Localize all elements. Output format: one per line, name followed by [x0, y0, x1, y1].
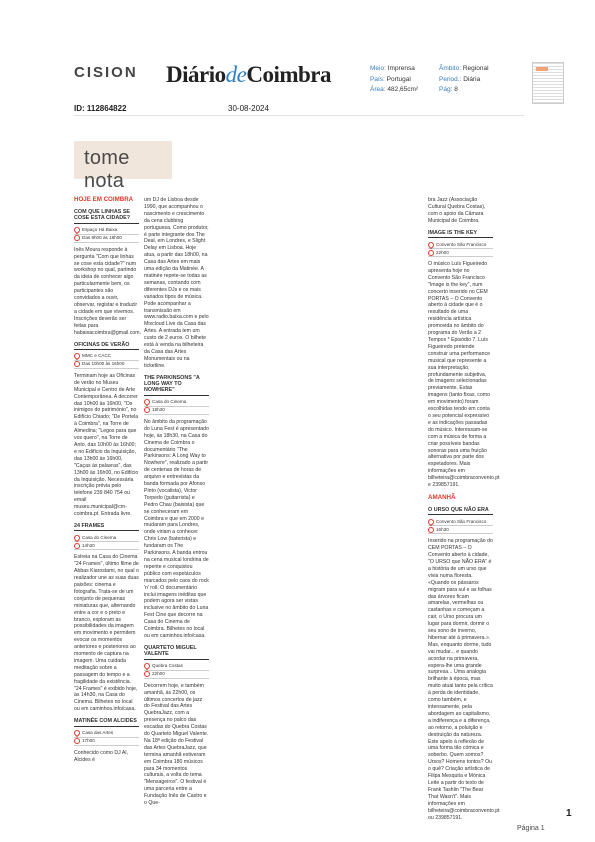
page-label: Página 1: [517, 825, 545, 832]
location-icon: [143, 662, 151, 670]
section-heading: AMANHÃ: [428, 493, 456, 501]
section-banner: [74, 141, 172, 192]
page-number: 1: [566, 808, 572, 819]
location-icon: [73, 729, 81, 737]
event-time: Das 9h00 às 18h00: [74, 235, 139, 243]
column-3: [428, 197, 500, 825]
event-title: 24 FRAMES: [74, 523, 139, 531]
location-icon: [73, 226, 81, 234]
event-place: Casa do Cinema: [144, 399, 209, 407]
clock-icon: [74, 361, 80, 367]
event-text: Decorrem hoje, e também amanhã, às 22h00, os últimos concertos de jazz do Festival das Artes QuebraJazz, com a presença no palco das escadas do Quebra Costas do Quarteto Miguel Valente. Na 18ª edição do Festival das Artes QuebraJazz, que termina amanhã estiveram em Coimbra 180 músicos para 34 momentos culturais, a volta do tema "Mensageiros". O festival é uma parceria entre a Fundação Inês de Castro e o Que-: [144, 682, 209, 807]
location-icon: [73, 352, 81, 360]
location-icon: [73, 534, 81, 542]
event-text: Terminam hoje as Oficinas de verão no Museu Municipal e Centro de Arte Contemporânea. A decorrer das 10h00 às 16h00, "Os inimigos do património", no Edifício Chiado; "De Portela à Coimbra", na Torre de Almedina; "Legos para que vos quero", na Torre de Anto, das 10h00 às 16h00; e no Edifício da Inquisição, das 13h00 às 16h00, "Caças às palavras", das 13h00 às 16h00, no Edifício da Inquisição. Necessária inscrição prévia pelo telefone 239 840 754 ou email museu.municipal@cm-coimbra.pt. Entrada livre.: [74, 372, 139, 518]
event-title: QUARTETO MIGUEL VALENTE: [144, 645, 209, 660]
clip-date: 30-08-2024: [228, 104, 269, 113]
clip-id: ID: 112864822: [74, 104, 127, 113]
event-title: IMAGE IS THE KEY: [428, 230, 493, 238]
event-time: Das 10h00 às 16h00: [74, 361, 139, 369]
page-thumbnail[interactable]: [532, 62, 564, 104]
event-text: bra Jazz (Associação Cultural Quebra Costas), com o apoio da Câmara Municipal de Coimbra.: [428, 197, 486, 224]
event-time: 16h30: [428, 526, 493, 534]
event-place: Casa do Cinema: [74, 534, 139, 542]
column-2: [144, 197, 209, 811]
event-time: 14h30: [74, 542, 139, 550]
masthead-logo: DiáriodeCoimbra: [166, 62, 331, 87]
section-heading: HOJE EM COIMBRA: [74, 196, 134, 203]
event-text: Inserido na programação do CEM PORTAS – O Convento aberto à cidade, "O URSO que NÃO ERA" é a história de um urso que vivia numa floresta. «Quando os pássaros migram para sul e as folhas das árvores ficam amarelas, vermelhas ou castanhas e começam a cair, o Urso procura um lugar para dormir, dormir o seu sono de inverno, hibernar até à primavera.». Mas, enquanto dorme, tudo vai mudar... e quando acordar na primavera, espera-lhe uma grande surpresa... Uma analogia brilhante à época, mas muito atual tanto pela crítica à perda de identidade, como também, e intensamente, pela abordagem ao capitalismo, a indiferença e a diferença, ao retorno, a poluição e destruição da natureza. Este apelo à reflexão de uma forma tão cómica e soberbo. Quem somos? Ursos? Homens tontos? Ou o quê? Criação artística de Filipa Mesquita e Mónica Leite a partir do texto de Frank Tashlin "The Bear That Wasn't". Mais informações em bilheteira@coimbraconvento.pt ou 239857191.: [428, 538, 500, 821]
clock-icon: [74, 235, 80, 241]
clock-icon: [74, 543, 80, 549]
cision-logo: CISION: [74, 64, 138, 81]
event-title: MATINÉE COM ALCIDES: [74, 718, 139, 726]
column-1: [74, 197, 139, 767]
event-text: Inês Moura responde à pergunta "Com que linhas se cose esta cidade?" num workshop no qual, partindo da ideia de conhecer algo particularmente bem, os participantes são convidados a ouvir, observar, registar e traduzir a cidade em que vivemos. Inscrições deverão ser feitas para habaixacoimbra@gmail.com.: [74, 246, 141, 336]
event-time: 22h00: [144, 671, 209, 679]
event-text: No âmbito da programação do Luna Fest é apresentado hoje, às 18h30, na Casa do Cinema de Coimbra o documentário "The Parkinsons: A Long Way to Nowhere", realizado a partir de centenas de horas de arquivo e entrevistas da banda formada por Afonso Pinto (vocalista), Victor Torpedo (guitarrista) e Pedro Chau (baixista) que se conheceram em Coimbra e que em 2000 e mudaram para Londres, onde viriam a conhecer Chris Low (baterista) e fundaram os The Parkinsons. A banda entrou na cena musical londrina de repente e conquistou público com espetáculos marcados pelo caos do rock 'n' roll. O documentário inclui imagens inéditas que podem agora ser vistas inclusive no âmbito do Luna Fest Cine que decorre na Casa do Cinema de Coimbra. Bilhetes no local ou em caminhos.info/casa.: [144, 418, 209, 639]
location-icon: [143, 398, 151, 406]
event-time: 22h00: [428, 249, 493, 257]
event-title: OFICINAS DE VERÃO: [74, 342, 139, 350]
clock-icon: [144, 407, 150, 413]
meta-right: Âmbito: Regional Period.: Diária Pág: 8: [439, 65, 489, 93]
event-title: COM QUE LINHAS SE COSE ESTA CIDADE?: [74, 209, 139, 224]
header-divider: [74, 115, 524, 116]
location-icon: [427, 240, 435, 248]
event-time: 17h00: [74, 738, 139, 746]
event-place: Convento São Francisco: [428, 241, 493, 249]
event-text: um DJ de Lisboa desde 1990, que acompanhou o nascimento e crescimento da cena clubbing portuguesa. Como produtor, é parte integrante dos The Deal, em Londres, e Slight Delay em Lisboa. Hoje atua, a partir das 18h00, na Casa das Artes em mais uma edição da Matinée. A matinée repete-se todas as semanas, contando com diferentes DJs e os mais variados tipos de música. Pode acompanhar a transmissão em www.radio.baixa.com e pelo Mixcloud Live da Casa das Artes. A entrada tem um custo de 2 euros. O bilhete está à venda na bilheteira da Casa das Artes Monumentais ou na ticketline.: [144, 197, 209, 369]
banner-title: tome nota: [84, 147, 130, 192]
event-text: O músico Luís Figueiredo apresenta hoje no Convento São Francisco "Image is the key", num concerto inserido no CEM PORTAS – O Convento aberto à cidade que é o resultado de uma residência artística promovida no âmbito do programa do Verão a 2 Tempos * Episódio 7. Luís Figueiredo pretende construir uma performance musical que represente a sua interpretação, profundamente subjetiva, de imagens selecionadas previamente. Estas imagens (tanto fixas, como em movimento) foram escolhidas tendo em conta o seu potencial expressivo e as indicações passadas do músico. Interessam-se com a música de forma a criar possíveis bandas sonoras para uma fruição alternativa por parte dos espetadores. Mais informações em bilheteira@coimbraconvento.pt e 239857191.: [428, 261, 500, 489]
event-time: 18h30: [144, 407, 209, 415]
clock-icon: [74, 738, 80, 744]
event-place: Espaço Há Baixa: [74, 227, 139, 235]
event-place: Quebra Costas: [144, 663, 209, 671]
event-title: THE PARKINSONS "A LONG WAY TO NOWHERE": [144, 375, 209, 396]
clock-icon: [428, 527, 434, 533]
event-title: O URSO QUE NÃO ERA: [428, 507, 493, 515]
event-text: Estreia na Casa do Cinema "24 Frames", último filme de Abbas Kiarostami, no qual o realizador une as suas duas paixões: cinema e fotografia. Trata-se de um conjunto de pequenas miniaturas que, alternando entre a cor e o preto e branco, exploram as possibilidades da imagem em movimento e permitem evocar os momentos anteriores e posteriores ao momento de captura na imagem. Uma cuidada meditação sobre a passagem do tempo e a fragilidade da existência. "24 Frames" é exibido hoje, às 14h30, na Casa do Cinema. Bilhetes no local ou em caminhos.info/casa.: [74, 554, 139, 713]
event-place: Convento São Francisco: [428, 518, 493, 526]
event-place: MMC e CACC: [74, 353, 139, 361]
clock-icon: [428, 250, 434, 256]
clock-icon: [144, 671, 150, 677]
meta-left: Meio: Imprensa País: Portugal Área: 482,65cm²: [370, 65, 419, 93]
location-icon: [427, 518, 435, 526]
event-place: Casa das Artes: [74, 730, 139, 738]
event-text: Conhecido como DJ Al, Alcides é: [74, 749, 128, 763]
